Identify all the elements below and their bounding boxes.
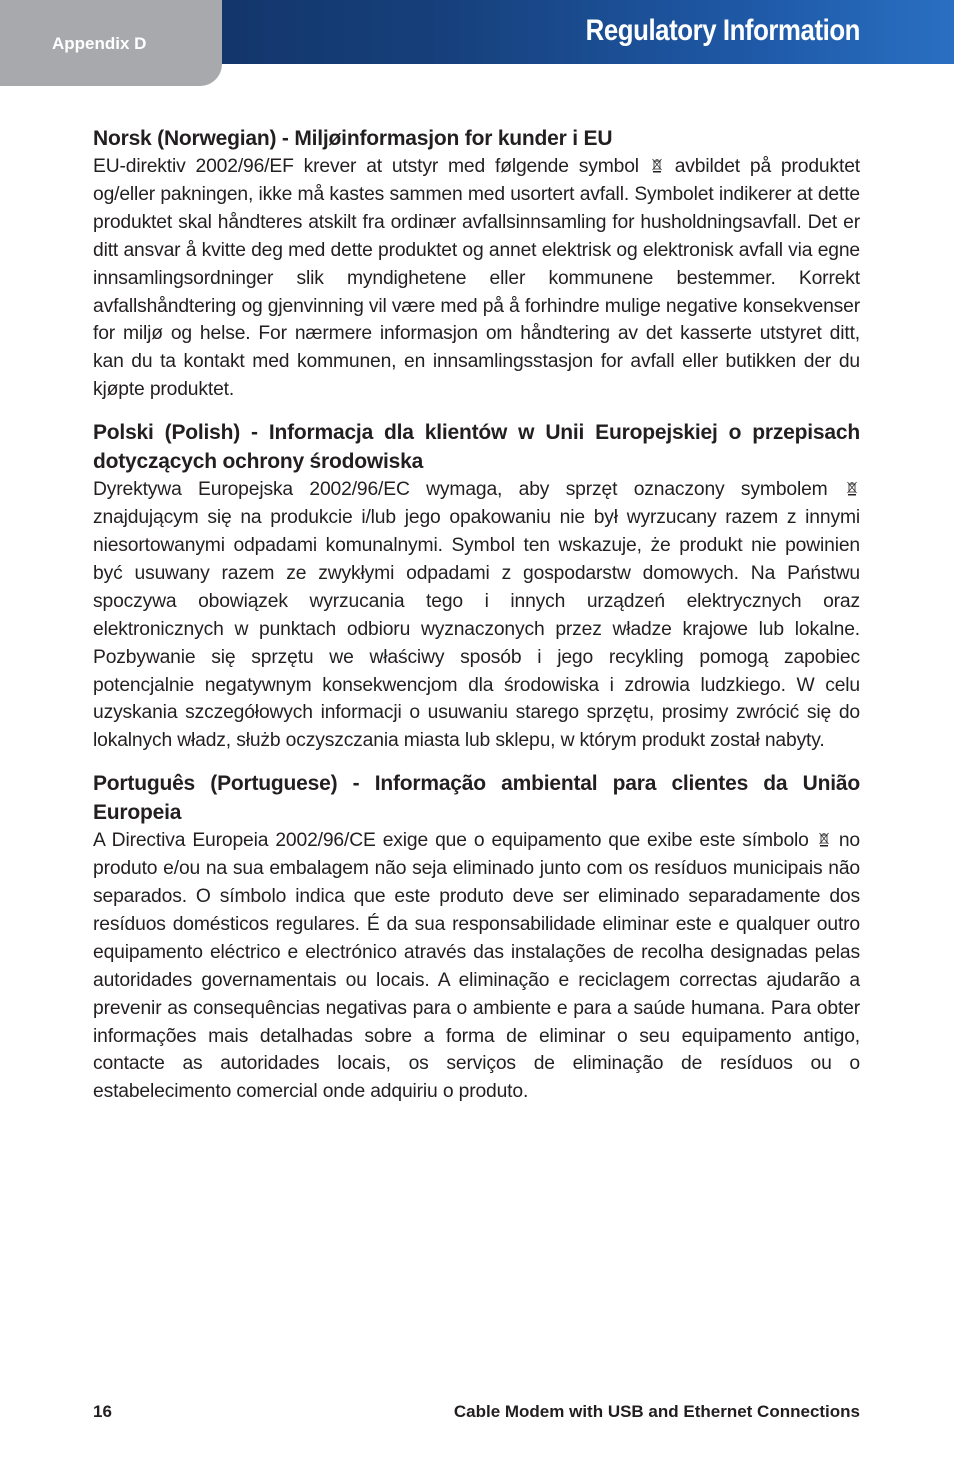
section-heading: Português (Portuguese) - Informação ambiental para clientes da União Europeia [93, 772, 860, 825]
body-text: znajdującym się na produkcie i/lub jego opakowaniu nie był wyrzucany razem z innymi niesortowanymi odpadami komunalnymi. Symbol ten wskazuje, że produkt nie powinien być usuwany razem ze zwykłymi odpadami z gospodarstw domowych. Na Państwu spoczywa obowiązek wyrzucania tego i innych urządzeń elektrycznych oraz elektronicznych w punktach odbioru wyznaczonych przez władze krajowe lub lokalne. Pozbywanie się sprzętu we właściwy sposób i jego recykling pomogą zapobiec potencjalnie negatywnym konsekwencjom dla środowiska i zdrowia ludzkiego. W celu uzyskania szczegółowych informacji o usuwaniu starego sprzętu, prosimy zwrócić się do lokalnych władz, służb oczyszczania miasta lub sklepu, w którym produkt został nabyty. [93, 507, 860, 752]
weee-crossed-bin-icon [652, 158, 662, 173]
section-norwegian [93, 124, 860, 404]
page-number: 16 [93, 1402, 112, 1421]
appendix-tab [0, 0, 222, 86]
main-content [93, 124, 860, 1120]
body-text: avbildet på produktet og/eller pakningen, ikke må kastes sammen med usortert avfall. Symbolet indikerer at dette produktet skal håndteres atskilt fra ordinær avfallsinnsamling for husholdningsavfall. Det er ditt ansvar å kvitte deg med dette produktet og annet elektrisk og elektronisk avfall via egne innsamlingsordninger slik myndighetene eller kommunene bestemmer. Korrekt avfallshåndtering og gjenvinning vil være med på å forhindre mulige negative konsekvenser for miljø og helse. For nærmere informasjon om håndtering av det kasserte utstyret ditt, kan du ta kontakt med kommunen, en innsamlingsstasjon for avfall eller butikken der du kjøpte produktet. [93, 156, 860, 401]
section-heading: Polski (Polish) - Informacja dla klientów w Unii Europejskiej o przepisach dotyczących ochrony środowiska [93, 421, 860, 474]
body-text: EU-direktiv 2002/96/EF krever at utstyr med følgende symbol [93, 156, 639, 177]
section-body [93, 153, 860, 404]
weee-crossed-bin-icon [847, 481, 857, 496]
appendix-label: Appendix D [52, 34, 147, 53]
section-body [93, 476, 860, 755]
body-text: Dyrektywa Europejska 2002/96/EC wymaga, aby sprzęt oznaczony symbolem [93, 479, 828, 501]
weee-crossed-bin-icon [819, 832, 829, 847]
section-heading: Norsk (Norwegian) - Miljøinformasjon for kunder i EU [93, 127, 613, 150]
body-text: A Directiva Europeia 2002/96/CE exige que o equipamento que exibe este símbolo [93, 830, 809, 852]
section-body [93, 827, 860, 1106]
page-title: Regulatory Information [585, 14, 860, 47]
page-footer [93, 1398, 860, 1426]
footer-document-title: Cable Modem with USB and Ethernet Connections [453, 1402, 860, 1421]
body-text: no produto e/ou na sua embalagem não seja eliminado junto com os resíduos municipais não separados. O símbolo indica que este produto deve ser eliminado separadamente dos resíduos domésticos regulares. É da sua responsabilidade eliminar este e qualquer outro equipamento eléctrico e electrónico através das instalações de recolha designadas pelas autoridades governamentais ou locais. A eliminação e reciclagem correctas ajudarão a prevenir as consequências negativas para o ambiente e para a saúde humana. Para obter informações mais detalhadas sobre a forma de eliminar o seu equipamento antigo, contacte as autoridades locais, os serviços de eliminação de resíduos ou o estabelecimento comercial onde adquiriu o produto. [93, 830, 860, 1103]
section-portuguese [93, 769, 860, 1106]
section-polish [93, 418, 860, 755]
